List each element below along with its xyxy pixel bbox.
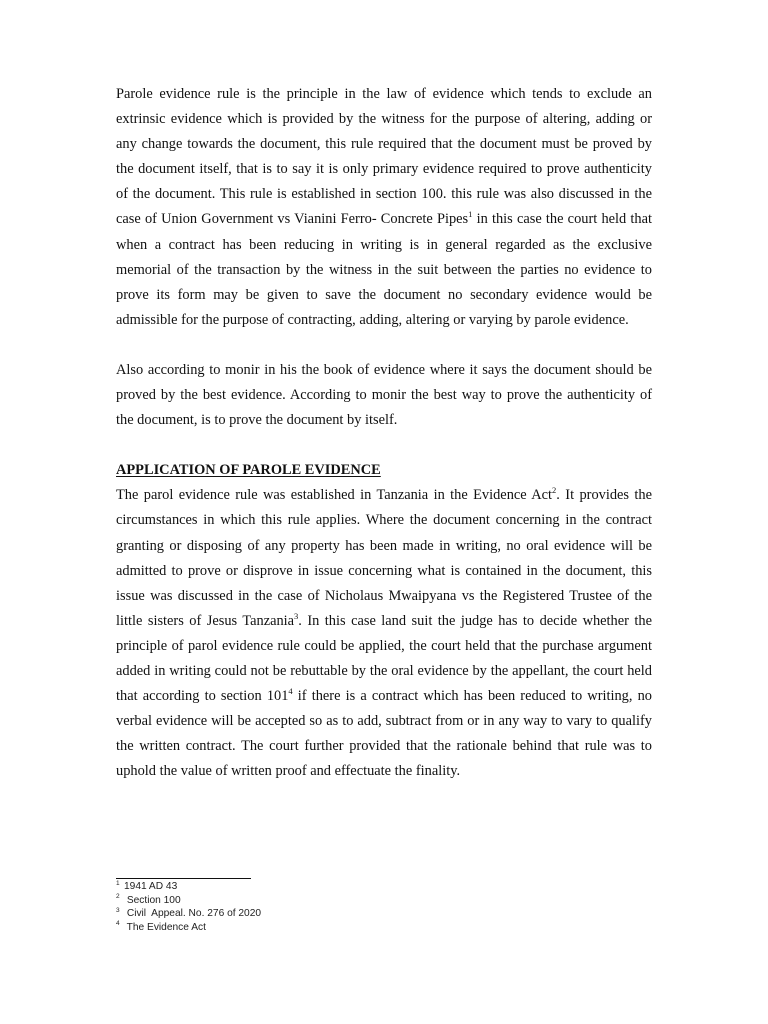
footnote-1: $^1$ 1941 AD 43: [116, 879, 178, 892]
paragraph-text: . In this case land suit the judge has to decide whether the principle of parol evidence rule could be applied, the court held that the purchase argument added in writing could not be rebuttable by the oral evidence by the appellant, the court held that according to section 101: [116, 612, 652, 705]
footnote-ref-1[interactable]: 1: [468, 209, 473, 220]
paragraph-text: Parole evidence rule is the principle in the law of evidence which tends to exclude an extrinsic evidence which is provided by the witness for the purpose of altering, adding or any change towards the document, this rule required that the document must be proved by the document itself, that is to say it is only primary evidence required to prove authenticity of the document. This rule is established in section 100. this rule was also discussed in the case of Union Government vs Vianini Ferro- Concrete Pipes: [116, 86, 652, 228]
paragraph-text: in this case the court held that when a contract has been reducing in writing is in general regarded as the exclusive memorial of the transaction by the witness in the suit between the parties no evidence to prove its form may be given to save the document no secondary evidence would be admissible for the purpose of contracting, adding, altering or varying by parole evidence.: [116, 211, 652, 328]
footnote-text: 1941 AD 43: [124, 881, 178, 892]
footnote-ref-3[interactable]: 3: [294, 610, 299, 621]
footnote-2: $^2$ Section 100: [116, 893, 181, 906]
footnote-ref-2[interactable]: 2: [552, 485, 557, 496]
document-body: [116, 82, 652, 784]
paragraph-text: if there is a contract which has been reduced to writing, no verbal evidence will be accepted so as to add, subtract from or in any way to vary to qualify the written contract. The court further provided that the rationale behind that rule was to uphold the value of written proof and effectuate the finality.: [116, 688, 652, 780]
footnote-separator: [116, 878, 251, 879]
footnote-text: Civil Appeal. No. 276 of 2020: [124, 908, 262, 919]
paragraph-text: The parol evidence rule was established in Tanzania in the Evidence Act: [116, 487, 553, 504]
footnote-text: The Evidence Act: [124, 921, 206, 933]
footnotes: [116, 880, 261, 934]
section-heading: APPLICATION OF PAROLE EVIDENCE: [116, 462, 381, 479]
paragraph-parole-evidence-rule: [116, 82, 652, 333]
footnote-ref-4[interactable]: 4: [288, 686, 293, 697]
footnote-4: $^4$ The Evidence Act: [116, 920, 206, 933]
paragraph-application: [116, 483, 652, 784]
footnote-text: Section 100: [124, 894, 181, 906]
footnote-3: $^3$ Civil Appeal. No. 276 of 2020: [116, 906, 262, 919]
paragraph-text: . It provides the circumstances in which this rule applies. Where the document concerning in the contract granting or disposing of any property has been made in writing, no oral evidence will be admitted to prove or disprove in issue concerning what is contained in the document, this issue was discussed in the case of Nicholaus Mwaipyana vs the Registered Trustee of the little sisters of Jesus Tanzania: [116, 487, 653, 629]
paragraph-monir: Also according to monir in his the book of evidence where it says the document should be proved by the best evidence. According to monir the best way to prove the authenticity of the document, is to prove the document by itself.: [116, 361, 652, 429]
